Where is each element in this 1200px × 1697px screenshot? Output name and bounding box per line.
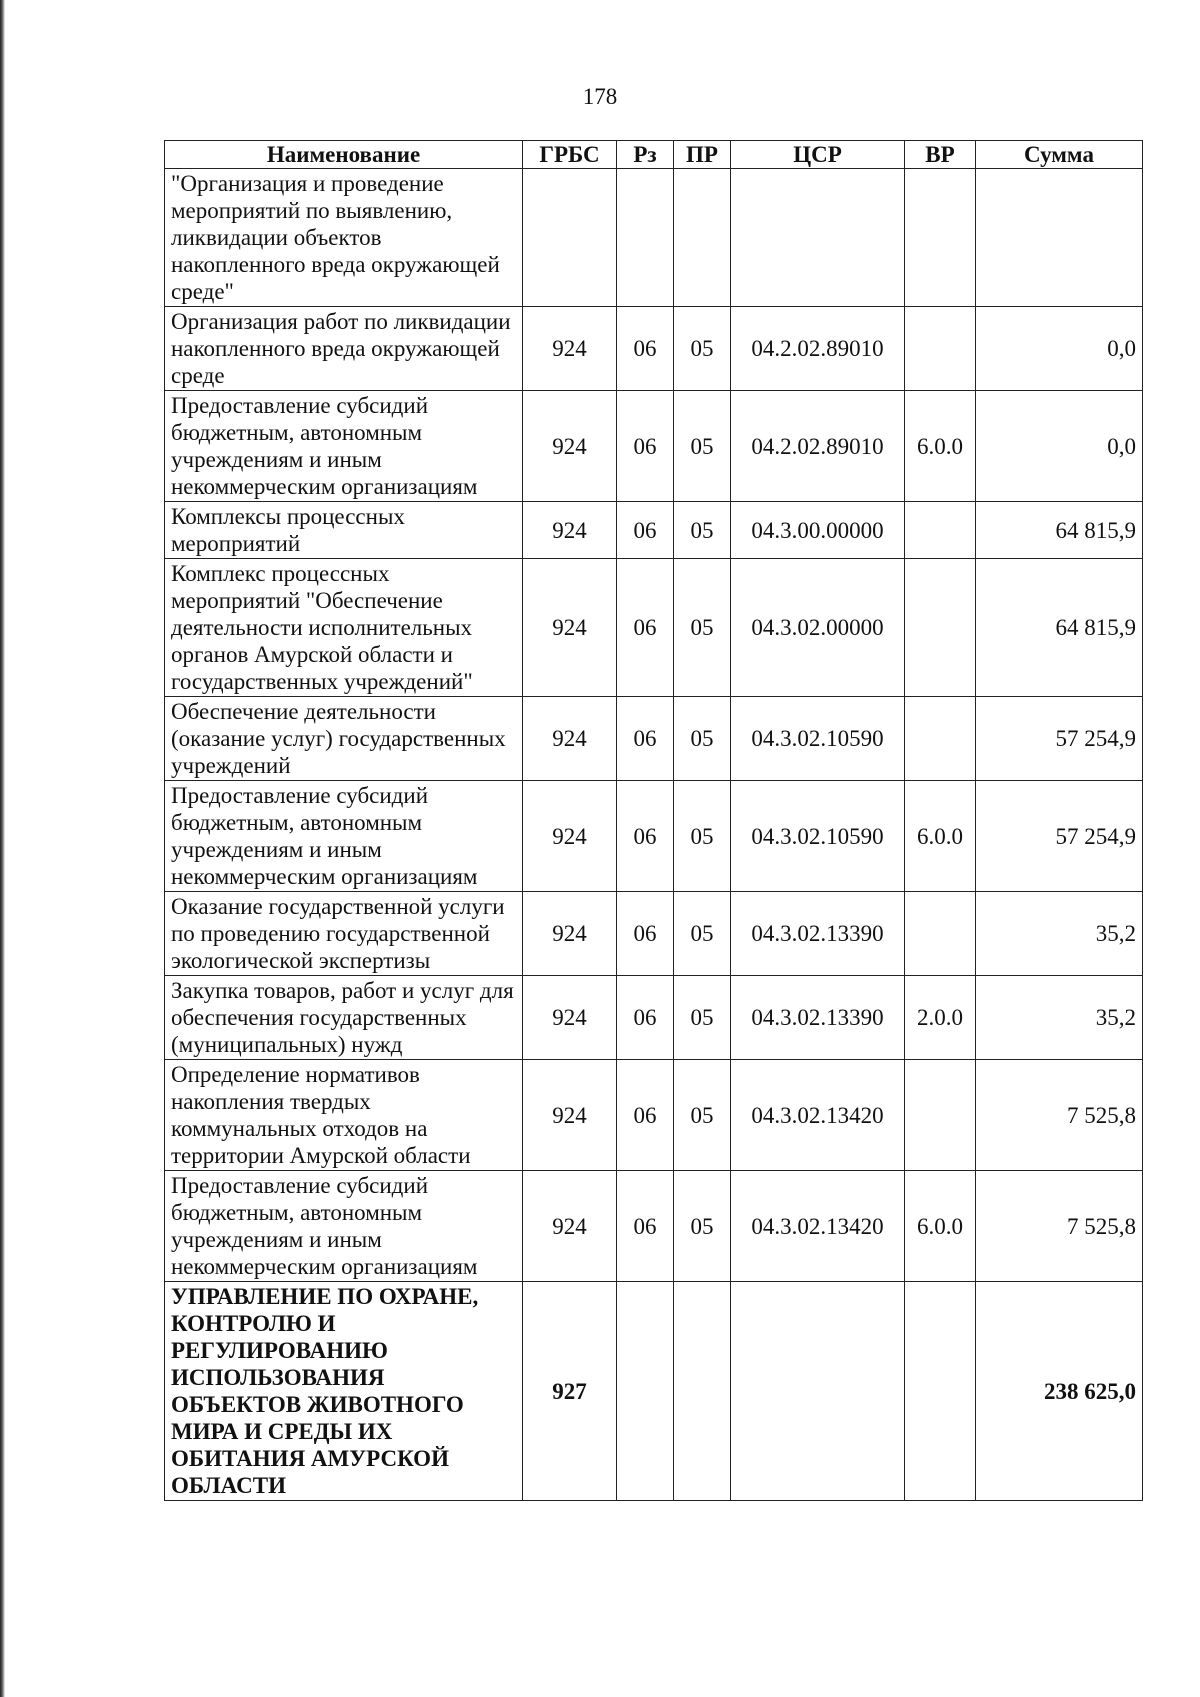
scan-edge xyxy=(0,0,5,1697)
cell-amount: 57 254,9 xyxy=(976,781,1143,892)
cell-vr: 6.0.0 xyxy=(905,781,976,892)
cell-pr: 05 xyxy=(674,976,731,1060)
table-row xyxy=(165,502,1143,559)
cell-name: Определение нормативов накопления твердых коммунальных отходов на территории Амурской области xyxy=(165,1060,523,1171)
cell-vr: 6.0.0 xyxy=(905,1171,976,1282)
cell-csr: 04.3.02.13390 xyxy=(731,892,905,976)
cell-amount: 0,0 xyxy=(976,391,1143,502)
table-row xyxy=(165,976,1143,1060)
header-grbs: ГРБС xyxy=(523,141,617,169)
table-row xyxy=(165,1060,1143,1171)
cell-name: Комплексы процессных мероприятий xyxy=(165,502,523,559)
cell-vr xyxy=(905,892,976,976)
cell-amount: 64 815,9 xyxy=(976,502,1143,559)
cell-vr: 6.0.0 xyxy=(905,391,976,502)
cell-amount: 7 525,8 xyxy=(976,1060,1143,1171)
table-row xyxy=(165,892,1143,976)
cell-vr xyxy=(905,559,976,697)
cell-grbs xyxy=(523,169,617,307)
cell-pr: 05 xyxy=(674,781,731,892)
cell-csr xyxy=(731,1282,905,1501)
cell-rz: 06 xyxy=(617,976,674,1060)
cell-rz: 06 xyxy=(617,697,674,781)
cell-csr: 04.3.02.13390 xyxy=(731,976,905,1060)
table-row xyxy=(165,559,1143,697)
cell-csr: 04.3.02.10590 xyxy=(731,697,905,781)
cell-rz xyxy=(617,169,674,307)
cell-name: Предоставление субсидий бюджетным, автономным учреждениям и иным некоммерческим организациям xyxy=(165,781,523,892)
header-pr: ПР xyxy=(674,141,731,169)
cell-amount xyxy=(976,169,1143,307)
table-row xyxy=(165,391,1143,502)
cell-rz: 06 xyxy=(617,1171,674,1282)
cell-grbs: 924 xyxy=(523,502,617,559)
cell-pr: 05 xyxy=(674,697,731,781)
header-csr: ЦСР xyxy=(731,141,905,169)
cell-name: Закупка товаров, работ и услуг для обеспечения государственных (муниципальных) нужд xyxy=(165,976,523,1060)
cell-name: Оказание государственной услуги по проведению государственной экологической экспертизы xyxy=(165,892,523,976)
cell-grbs: 924 xyxy=(523,559,617,697)
cell-rz: 06 xyxy=(617,559,674,697)
table-row xyxy=(165,1282,1143,1501)
cell-grbs: 924 xyxy=(523,307,617,391)
cell-vr xyxy=(905,697,976,781)
cell-csr: 04.3.02.13420 xyxy=(731,1171,905,1282)
table-header-row xyxy=(165,141,1143,169)
cell-grbs: 924 xyxy=(523,697,617,781)
cell-name: Комплекс процессных мероприятий "Обеспечение деятельности исполнительных органов Амурской области и государственных учреждений" xyxy=(165,559,523,697)
page-number: 178 xyxy=(582,84,618,109)
cell-rz: 06 xyxy=(617,1060,674,1171)
cell-csr xyxy=(731,169,905,307)
header-amount: Сумма xyxy=(976,141,1143,169)
cell-rz: 06 xyxy=(617,502,674,559)
table-row xyxy=(165,781,1143,892)
cell-grbs: 924 xyxy=(523,1060,617,1171)
cell-rz: 06 xyxy=(617,892,674,976)
cell-csr: 04.3.00.00000 xyxy=(731,502,905,559)
cell-pr: 05 xyxy=(674,391,731,502)
cell-amount: 57 254,9 xyxy=(976,697,1143,781)
cell-csr: 04.3.02.00000 xyxy=(731,559,905,697)
table-row xyxy=(165,307,1143,391)
cell-csr: 04.3.02.13420 xyxy=(731,1060,905,1171)
cell-amount: 35,2 xyxy=(976,976,1143,1060)
cell-pr xyxy=(674,1282,731,1501)
cell-amount: 0,0 xyxy=(976,307,1143,391)
cell-amount: 35,2 xyxy=(976,892,1143,976)
header-rz: Рз xyxy=(617,141,674,169)
header-vr: ВР xyxy=(905,141,976,169)
cell-name: Организация работ по ликвидации накопленного вреда окружающей среде xyxy=(165,307,523,391)
cell-rz: 06 xyxy=(617,307,674,391)
budget-table xyxy=(164,140,1143,1501)
cell-pr: 05 xyxy=(674,1060,731,1171)
cell-name: УПРАВЛЕНИЕ ПО ОХРАНЕ, КОНТРОЛЮ И РЕГУЛИРОВАНИЮ ИСПОЛЬЗОВАНИЯ ОБЪЕКТОВ ЖИВОТНОГО МИРА И СРЕДЫ ИХ ОБИТАНИЯ АМУРСКОЙ ОБЛАСТИ xyxy=(165,1282,523,1501)
cell-vr xyxy=(905,307,976,391)
cell-csr: 04.2.02.89010 xyxy=(731,391,905,502)
cell-amount: 64 815,9 xyxy=(976,559,1143,697)
cell-rz: 06 xyxy=(617,391,674,502)
cell-csr: 04.3.02.10590 xyxy=(731,781,905,892)
header-name: Наименование xyxy=(165,141,523,169)
cell-rz: 06 xyxy=(617,781,674,892)
cell-pr: 05 xyxy=(674,502,731,559)
table-row xyxy=(165,1171,1143,1282)
cell-pr: 05 xyxy=(674,892,731,976)
cell-vr xyxy=(905,1282,976,1501)
cell-grbs: 924 xyxy=(523,391,617,502)
cell-vr xyxy=(905,169,976,307)
cell-amount: 7 525,8 xyxy=(976,1171,1143,1282)
cell-name: Предоставление субсидий бюджетным, автономным учреждениям и иным некоммерческим организациям xyxy=(165,391,523,502)
cell-grbs: 927 xyxy=(523,1282,617,1501)
table-row xyxy=(165,169,1143,307)
cell-grbs: 924 xyxy=(523,781,617,892)
cell-name: Обеспечение деятельности (оказание услуг) государственных учреждений xyxy=(165,697,523,781)
cell-pr: 05 xyxy=(674,559,731,697)
cell-grbs: 924 xyxy=(523,976,617,1060)
cell-amount: 238 625,0 xyxy=(976,1282,1143,1501)
cell-vr xyxy=(905,502,976,559)
cell-pr: 05 xyxy=(674,307,731,391)
cell-name: Предоставление субсидий бюджетным, автономным учреждениям и иным некоммерческим организациям xyxy=(165,1171,523,1282)
cell-csr: 04.2.02.89010 xyxy=(731,307,905,391)
cell-pr xyxy=(674,169,731,307)
table-row xyxy=(165,697,1143,781)
table-body xyxy=(165,169,1143,1501)
cell-vr: 2.0.0 xyxy=(905,976,976,1060)
cell-grbs: 924 xyxy=(523,1171,617,1282)
cell-rz xyxy=(617,1282,674,1501)
cell-grbs: 924 xyxy=(523,892,617,976)
cell-name: "Организация и проведение мероприятий по выявлению, ликвидации объектов накопленного вреда окружающей среде" xyxy=(165,169,523,307)
cell-pr: 05 xyxy=(674,1171,731,1282)
cell-vr xyxy=(905,1060,976,1171)
